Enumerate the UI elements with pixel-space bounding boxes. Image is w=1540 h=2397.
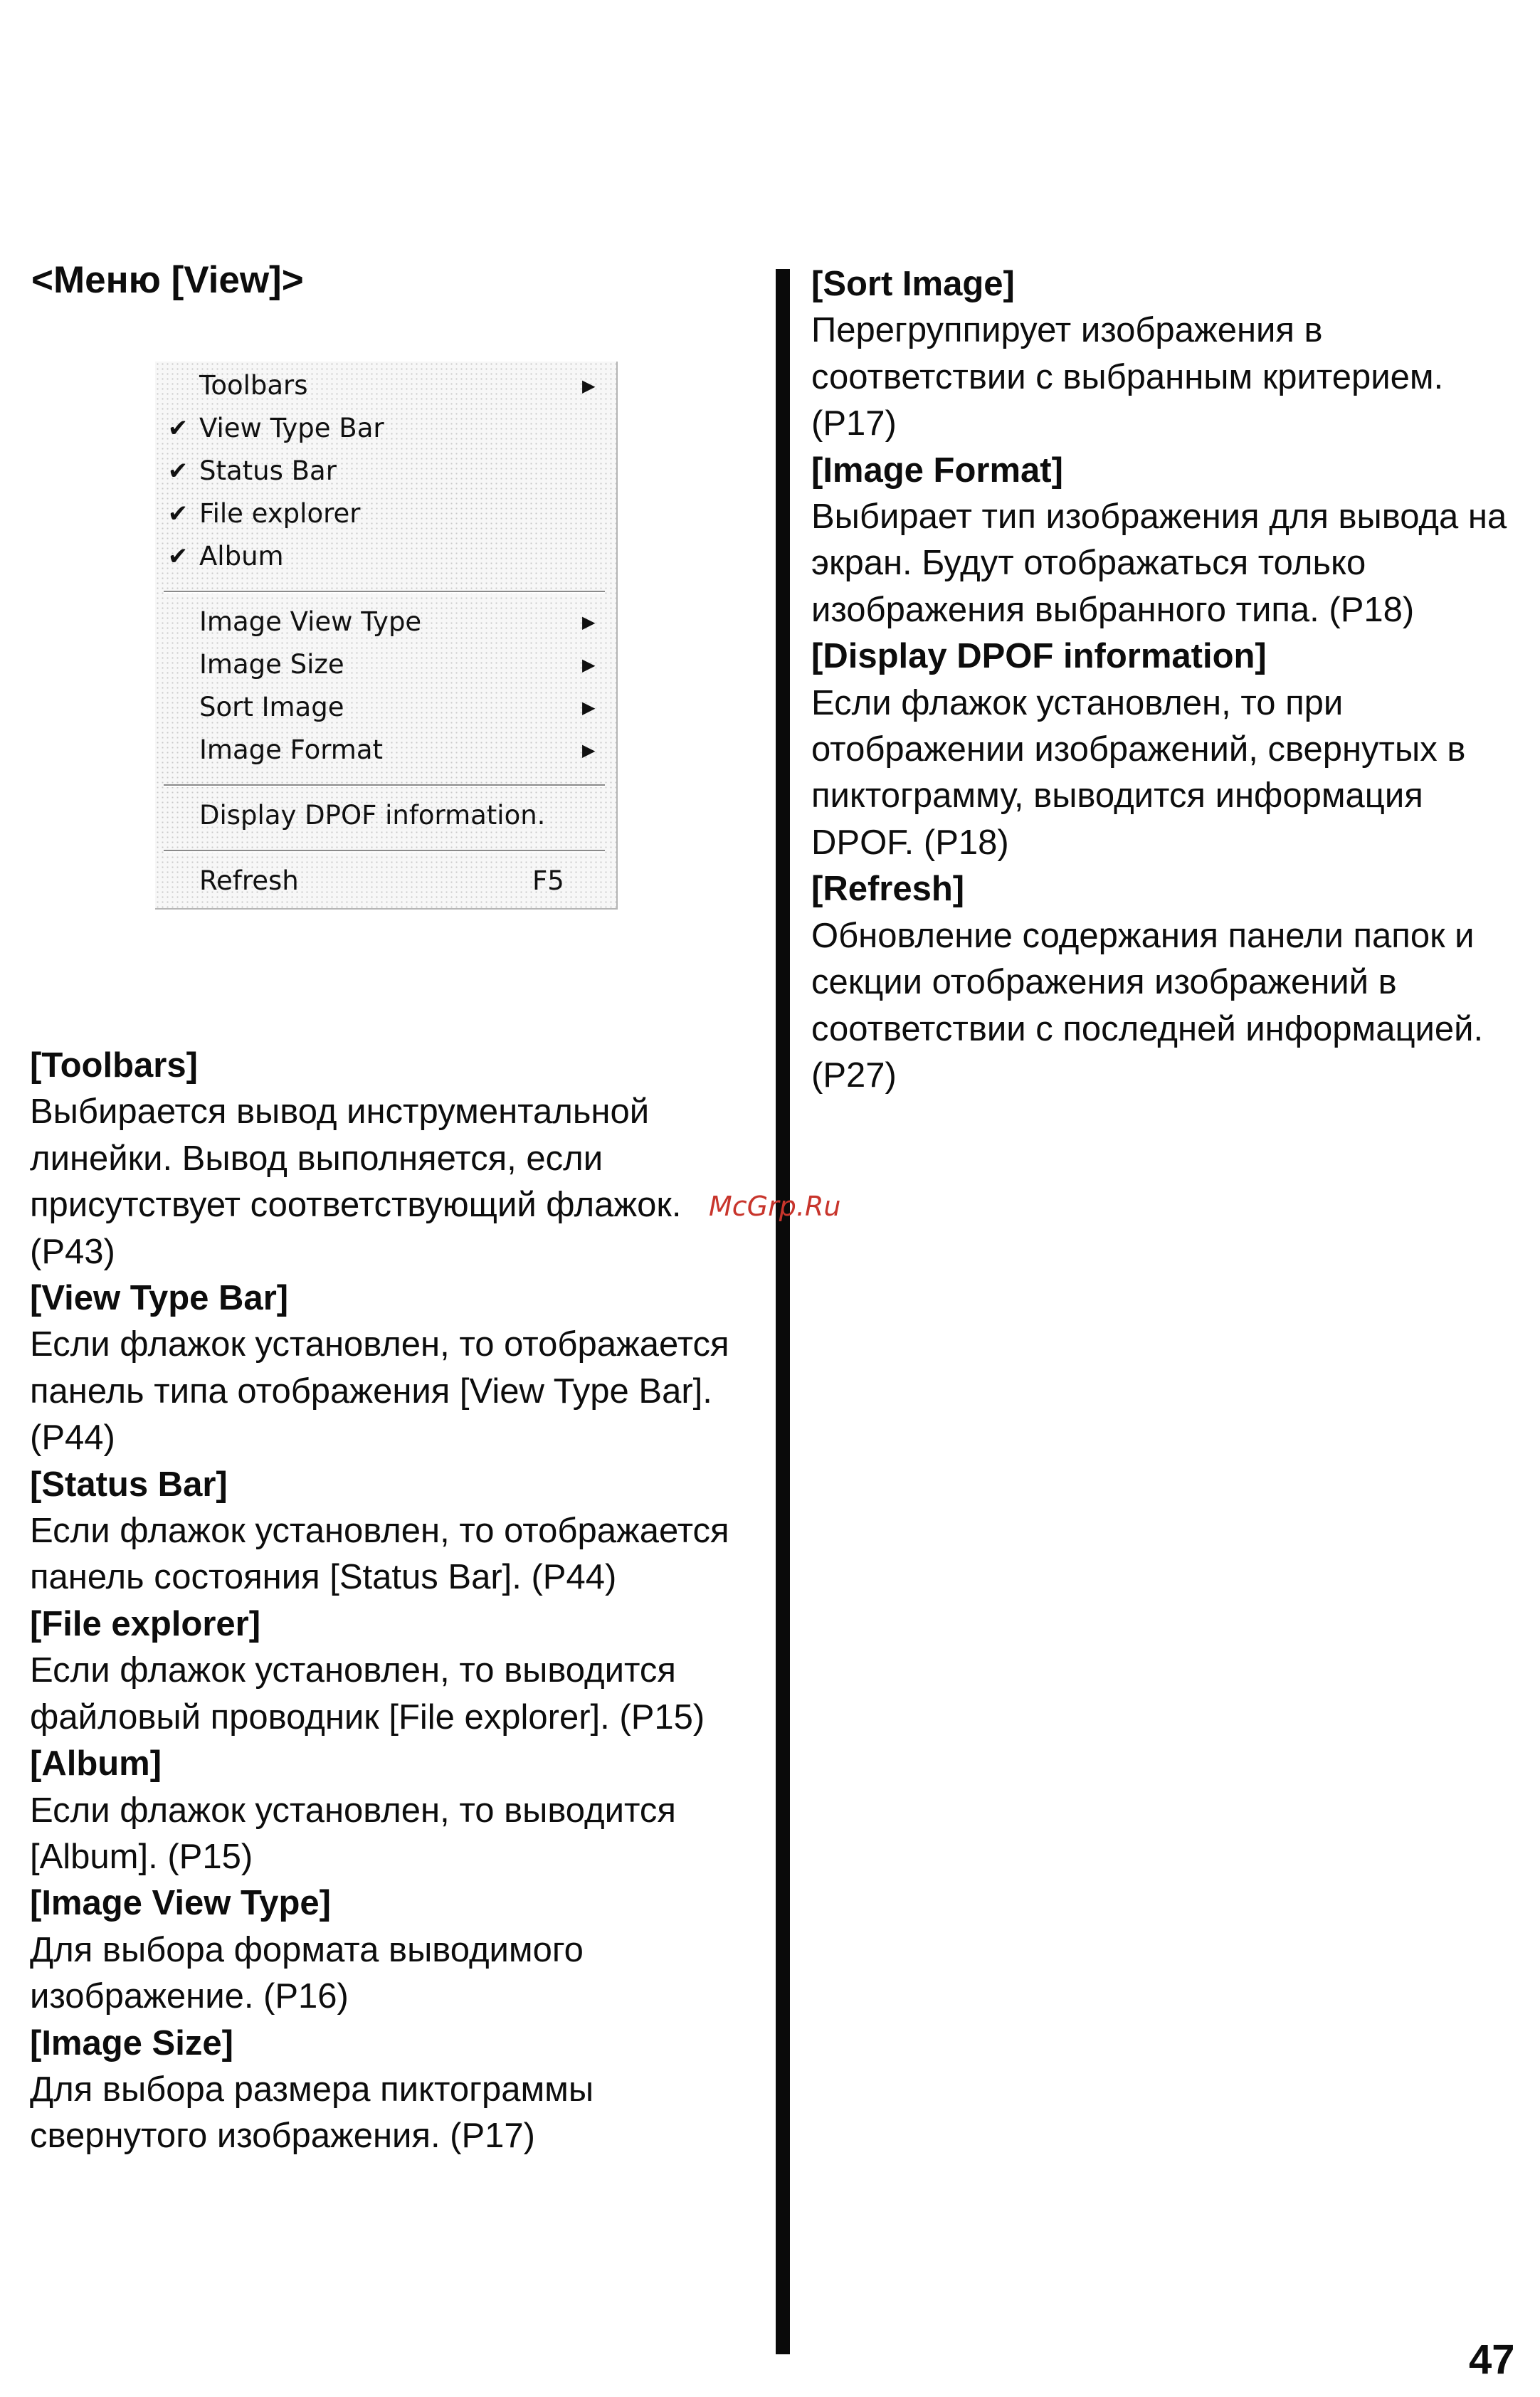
submenu-arrow-icon: ▶ xyxy=(582,376,596,396)
menu-separator xyxy=(164,784,605,787)
menu-item-sort-image[interactable] xyxy=(155,686,611,729)
menu-separator xyxy=(164,850,605,853)
section-title: [Sort Image] xyxy=(811,265,1015,303)
menu-item-view-type-bar[interactable] xyxy=(155,407,611,450)
section-title: [Display DPOF information] xyxy=(811,637,1267,676)
section-body: Для выбора размера пиктограммы свернутого изображения. (P17) xyxy=(30,2070,594,2156)
menu-item-label: Image View Type xyxy=(199,606,422,637)
check-icon: ✔ xyxy=(167,414,189,443)
menu-item-label: Status Bar xyxy=(199,455,337,486)
section-body: Если флажок установлен, то отображается панель состояния [Status Bar]. (P44) xyxy=(30,1512,729,1597)
section-title: [Toolbars] xyxy=(30,1046,198,1085)
submenu-arrow-icon: ▶ xyxy=(582,655,596,675)
menu-item-file-explorer[interactable] xyxy=(155,492,611,535)
section-view-type-bar xyxy=(30,1275,756,1462)
page-number: 47 xyxy=(1469,2337,1515,2383)
section-file-explorer xyxy=(30,1601,756,1741)
check-icon: ✔ xyxy=(167,542,189,571)
menu-item-label: View Type Bar xyxy=(199,413,384,443)
watermark-link[interactable]: McGrp.Ru xyxy=(709,1191,841,1222)
check-icon: ✔ xyxy=(167,500,189,528)
menu-item-label: Display DPOF information. xyxy=(199,800,546,831)
section-body: Обновление содержания панели папок и секции отображения изображений в соответствии с последней информацией. (P27) xyxy=(811,916,1484,1095)
shortcut-key: F5 xyxy=(532,865,564,896)
section-image-size xyxy=(30,2021,756,2160)
submenu-arrow-icon: ▶ xyxy=(582,740,596,760)
view-menu-screenshot xyxy=(155,362,618,910)
page-heading: <Меню [View]> xyxy=(31,259,304,301)
menu-item-display-dpof-information[interactable] xyxy=(155,794,611,837)
menu-item-image-format[interactable] xyxy=(155,729,611,771)
column-divider xyxy=(776,269,790,2354)
section-title: [File explorer] xyxy=(30,1604,261,1643)
menu-item-image-view-type[interactable] xyxy=(155,601,611,643)
section-image-format xyxy=(811,448,1530,634)
section-sort-image xyxy=(811,261,1530,448)
section-title: [Image Format] xyxy=(811,451,1063,490)
menu-separator xyxy=(164,591,605,594)
menu-item-label: Image Format xyxy=(199,734,384,765)
section-refresh xyxy=(811,866,1530,1099)
section-title: [View Type Bar] xyxy=(30,1279,289,1318)
section-body: Для выбора формата выводимого изображение. (P16) xyxy=(30,1930,584,2016)
section-title: [Image View Type] xyxy=(30,1884,331,1923)
section-body: Если флажок установлен, то выводится [Album]. (P15) xyxy=(30,1791,676,1876)
section-title: [Album] xyxy=(30,1744,162,1784)
section-body: Выбирает тип изображения для вывода на экран. Будут отображаться только изображения выбранного типа. (P18) xyxy=(811,497,1507,629)
section-image-view-type xyxy=(30,1880,756,2020)
section-toolbars xyxy=(30,1043,756,1275)
submenu-arrow-icon: ▶ xyxy=(582,612,596,632)
right-column xyxy=(811,261,1530,1099)
menu-item-image-size[interactable] xyxy=(155,643,611,686)
menu-item-refresh[interactable] xyxy=(155,860,611,902)
section-body: Если флажок установлен, то выводится файловый проводник [File explorer]. (P15) xyxy=(30,1651,705,1737)
left-column xyxy=(30,1043,756,2160)
section-title: [Image Size] xyxy=(30,2023,233,2063)
section-status-bar xyxy=(30,1462,756,1601)
section-body: Перегруппирует изображения в соответствии с выбранным критерием. (P17) xyxy=(811,311,1444,443)
section-display-dpof-information xyxy=(811,633,1530,866)
menu-item-label: Image Size xyxy=(199,649,344,680)
section-body: Если флажок установлен, то отображается панель типа отображения [View Type Bar]. (P44) xyxy=(30,1325,729,1458)
menu-item-label: Toolbars xyxy=(199,370,308,401)
menu-item-album[interactable] xyxy=(155,535,611,578)
section-title: [Status Bar] xyxy=(30,1465,228,1504)
section-title: [Refresh] xyxy=(811,870,965,909)
menu-item-label: Album xyxy=(199,541,284,571)
section-body: Выбирается вывод инструментальной линейки. Вывод выполняется, если присутствует соответствующий флажок. (P43) xyxy=(30,1092,682,1271)
submenu-arrow-icon: ▶ xyxy=(582,697,596,717)
menu-item-label: Sort Image xyxy=(199,692,344,722)
menu-item-label: Refresh xyxy=(199,865,299,896)
section-album xyxy=(30,1741,756,1880)
section-body: Если флажок установлен, то при отображении изображений, свернутых в пиктограмму, выводится информация DPOF. (P18) xyxy=(811,683,1466,862)
check-icon: ✔ xyxy=(167,457,189,485)
menu-item-toolbars[interactable] xyxy=(155,364,611,407)
menu-item-label: File explorer xyxy=(199,498,361,529)
menu-item-status-bar[interactable] xyxy=(155,450,611,492)
